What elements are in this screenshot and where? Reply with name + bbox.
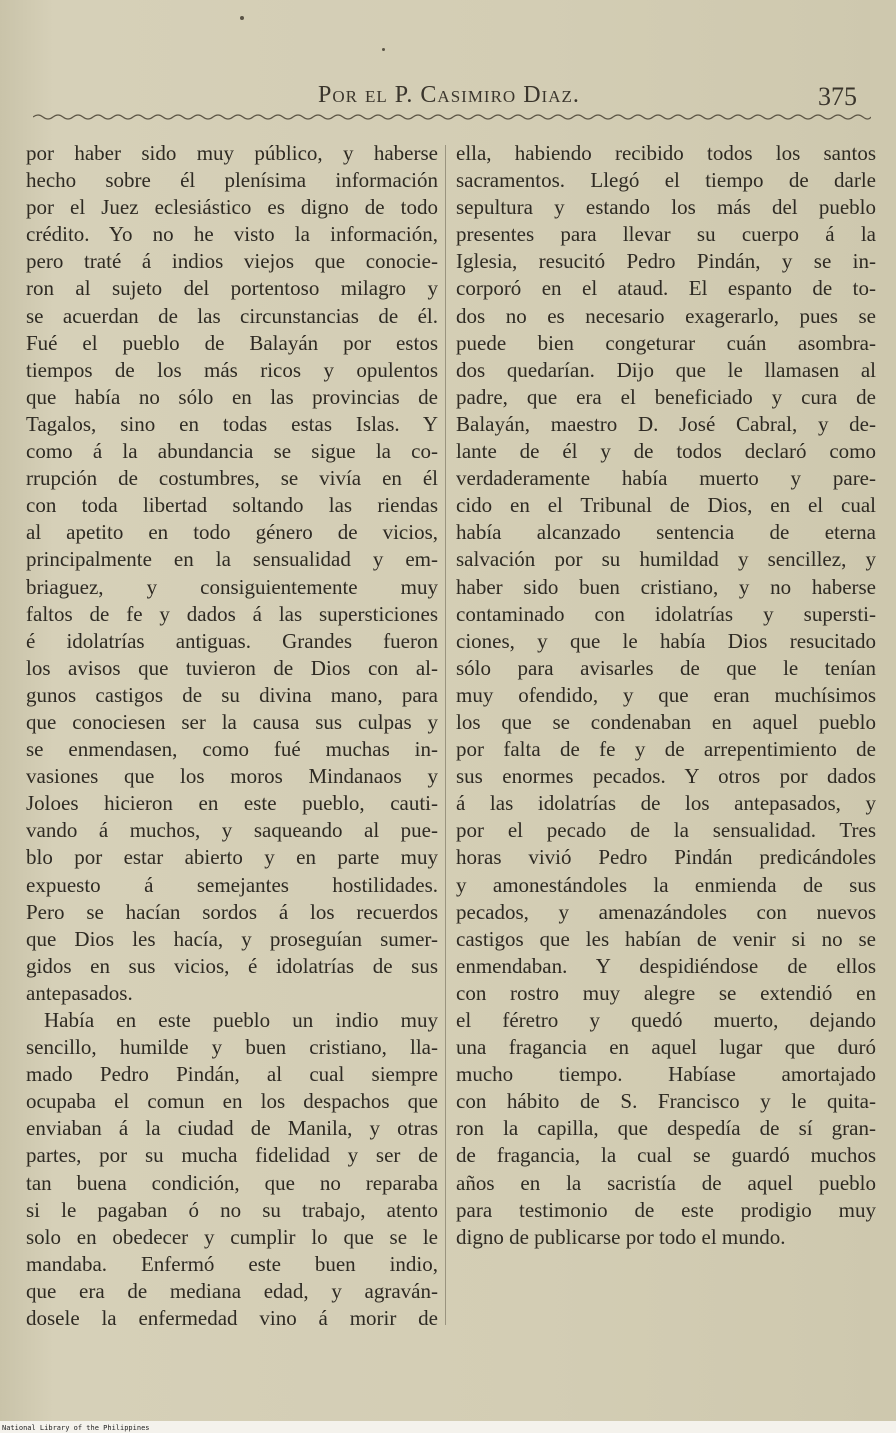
text-line: ocupaba el comun en los despachos que [26, 1089, 438, 1114]
text-line: una fragancia en aquel lugar que duró [456, 1035, 876, 1060]
text-line: se acuerdan de las circunstancias de él. [26, 303, 438, 328]
text-line: sus enormes pecados. Y otros por dados [456, 764, 876, 789]
text-line: y amonestándoles la enmienda de sus [456, 872, 876, 897]
text-line: sacramentos. Llegó el tiempo de darle [456, 168, 876, 193]
text-line: que Dios les hacía, y proseguían sumer- [26, 926, 438, 951]
text-line: Iglesia, resucitó Pedro Pindán, y se in- [456, 249, 876, 274]
text-line: vasiones que los moros Mindanaos y [26, 764, 438, 789]
running-header: Por el P. Casimiro Diaz. [318, 82, 580, 108]
text-line: tiempos de los más ricos y opulentos [26, 357, 438, 382]
text-line: gidos en sus vicios, é idolatrías de sus [26, 953, 438, 978]
text-line: con toda libertad soltando las riendas [26, 493, 438, 518]
text-line: dos no es necesario exagerarlo, pues se [456, 303, 876, 328]
text-line: que era de mediana edad, y agraván- [26, 1278, 438, 1303]
text-line: Fué el pueblo de Balayán por estos [26, 330, 438, 355]
column-divider [445, 145, 446, 1325]
text-line: de fragancia, la cual se guardó muchos [456, 1143, 876, 1168]
text-line: enmendaban. Y despidiéndose de ellos [456, 953, 876, 978]
left-text-column [26, 140, 438, 1332]
library-credit: National Library of the Philippines [2, 1424, 150, 1432]
text-line: Tagalos, sino en todas estas Islas. Y [26, 411, 438, 436]
text-line: que conociesen ser la causa sus culpas y [26, 709, 438, 734]
ornamental-rule [33, 113, 871, 121]
text-line: cido en el Tribunal de Dios, en el cual [456, 493, 876, 518]
text-line: por el Juez eclesiástico es digno de todo [26, 195, 438, 220]
paragraph-end-line: antepasados. [26, 980, 133, 1005]
text-line: sencillo, humilde y buen cristiano, lla- [26, 1035, 438, 1060]
text-line: Balayán, maestro D. José Cabral, y de- [456, 411, 876, 436]
text-line: los que se condenaban en aquel pueblo [456, 709, 876, 734]
text-line: blo por estar abierto y en parte muy [26, 845, 438, 870]
text-line: ciones, y que le había Dios resucitado [456, 628, 876, 653]
text-line: sepultura y estando los más del pueblo [456, 195, 876, 220]
text-line: crédito. Yo no he visto la información, [26, 222, 438, 247]
right-text-column [456, 140, 876, 1251]
text-line: por haber sido muy público, y haberse [26, 141, 438, 165]
text-line: gunos castigos de su divina mano, para [26, 682, 438, 707]
text-line: mandaba. Enfermó este buen indio, [26, 1251, 438, 1276]
text-line: por el pecado de la sensualidad. Tres [456, 818, 876, 843]
paragraph-start-line: Había en este pueblo un indio muy [44, 1008, 438, 1032]
text-line: é idolatrías antiguas. Grandes fueron [26, 628, 438, 653]
text-line: dosele la enfermedad vino á morir de [26, 1306, 438, 1331]
text-line: con hábito de S. Francisco y le quita- [456, 1089, 876, 1114]
text-line: padre, que era el beneficiado y cura de [456, 384, 876, 409]
text-line: castigos que les habían de venir si no se [456, 926, 876, 951]
ink-speck [382, 48, 385, 51]
text-line: al apetito en todo género de vicios, [26, 520, 438, 545]
text-line: como á la abundancia se sigue la co- [26, 439, 438, 464]
text-line: ella, habiendo recibido todos los santos [456, 141, 876, 165]
text-line: briaguez, y consiguientemente muy [26, 574, 438, 599]
text-line: expuesto á semejantes hostilidades. [26, 872, 438, 897]
text-line: dos quedarían. Dijo que le llamasen al [456, 357, 876, 382]
text-line: se enmendasen, como fué muchas in- [26, 737, 438, 762]
text-line: lante de él y de todos declaró como [456, 439, 876, 464]
text-line: Joloes hicieron en este pueblo, cauti- [26, 791, 438, 816]
text-line: contaminado con idolatrías y supersti- [456, 601, 876, 626]
text-line: ron al sujeto del portentoso milagro y [26, 276, 438, 301]
text-line: principalmente en la sensualidad y em- [26, 547, 438, 572]
text-line: haber sido buen cristiano, y no haberse [456, 574, 876, 599]
text-line: verdaderamente había muerto y pare- [456, 466, 876, 491]
text-line: años en la sacristía de aquel pueblo [456, 1170, 876, 1195]
text-line: con rostro muy alegre se extendió en [456, 980, 876, 1005]
text-line: faltos de fe y dados á las supersticiones [26, 601, 438, 626]
text-line: que había no sólo en las provincias de [26, 384, 438, 409]
ink-speck [240, 16, 244, 20]
text-line: rrupción de costumbres, se vivía en él [26, 466, 438, 491]
text-line: los avisos que tuvieron de Dios con al- [26, 655, 438, 680]
text-line: vando á muchos, y saqueando al pue- [26, 818, 438, 843]
text-line: sólo para avisarles de que le tenían [456, 655, 876, 680]
text-line: puede bien congeturar cuán asombra- [456, 330, 876, 355]
text-line: ron la capilla, que despedía de sí gran- [456, 1116, 876, 1141]
text-line: presentes para llevar su cuerpo á la [456, 222, 876, 247]
text-line: para testimonio de este prodigio muy [456, 1197, 876, 1222]
paragraph-end-line: digno de publicarse por todo el mundo. [456, 1224, 786, 1249]
text-line: partes, por su mucha fidelidad y ser de [26, 1143, 438, 1168]
text-line: horas vivió Pedro Pindán predicándoles [456, 845, 876, 870]
text-line: muy ofendido, y que eran muchísimos [456, 682, 876, 707]
text-line: pero traté á indios viejos que conocie- [26, 249, 438, 274]
text-line: por falta de fe y de arrepentimiento de [456, 737, 876, 762]
text-line: á las idolatrías de los antepasados, y [456, 791, 876, 816]
text-line: enviaban á la ciudad de Manila, y otras [26, 1116, 438, 1141]
text-line: tan buena condición, que no reparaba [26, 1170, 438, 1195]
text-line: pecados, y amenazándoles con nuevos [456, 899, 876, 924]
text-line: mucho tiempo. Habíase amortajado [456, 1062, 876, 1087]
text-line: salvación por su humildad y sencillez, y [456, 547, 876, 572]
text-line: hecho sobre él plenísima información [26, 168, 438, 193]
text-line: mado Pedro Pindán, al cual siempre [26, 1062, 438, 1087]
text-line: solo en obedecer y cumplir lo que se le [26, 1224, 438, 1249]
page-number: 375 [818, 82, 857, 111]
text-line: si le pagaban ó no su trabajo, atento [26, 1197, 438, 1222]
text-line: había alcanzado sentencia de eterna [456, 520, 876, 545]
text-line: Pero se hacían sordos á los recuerdos [26, 899, 438, 924]
text-line: el féretro y quedó muerto, dejando [456, 1008, 876, 1032]
text-line: corporó en el ataud. El espanto de to- [456, 276, 876, 301]
